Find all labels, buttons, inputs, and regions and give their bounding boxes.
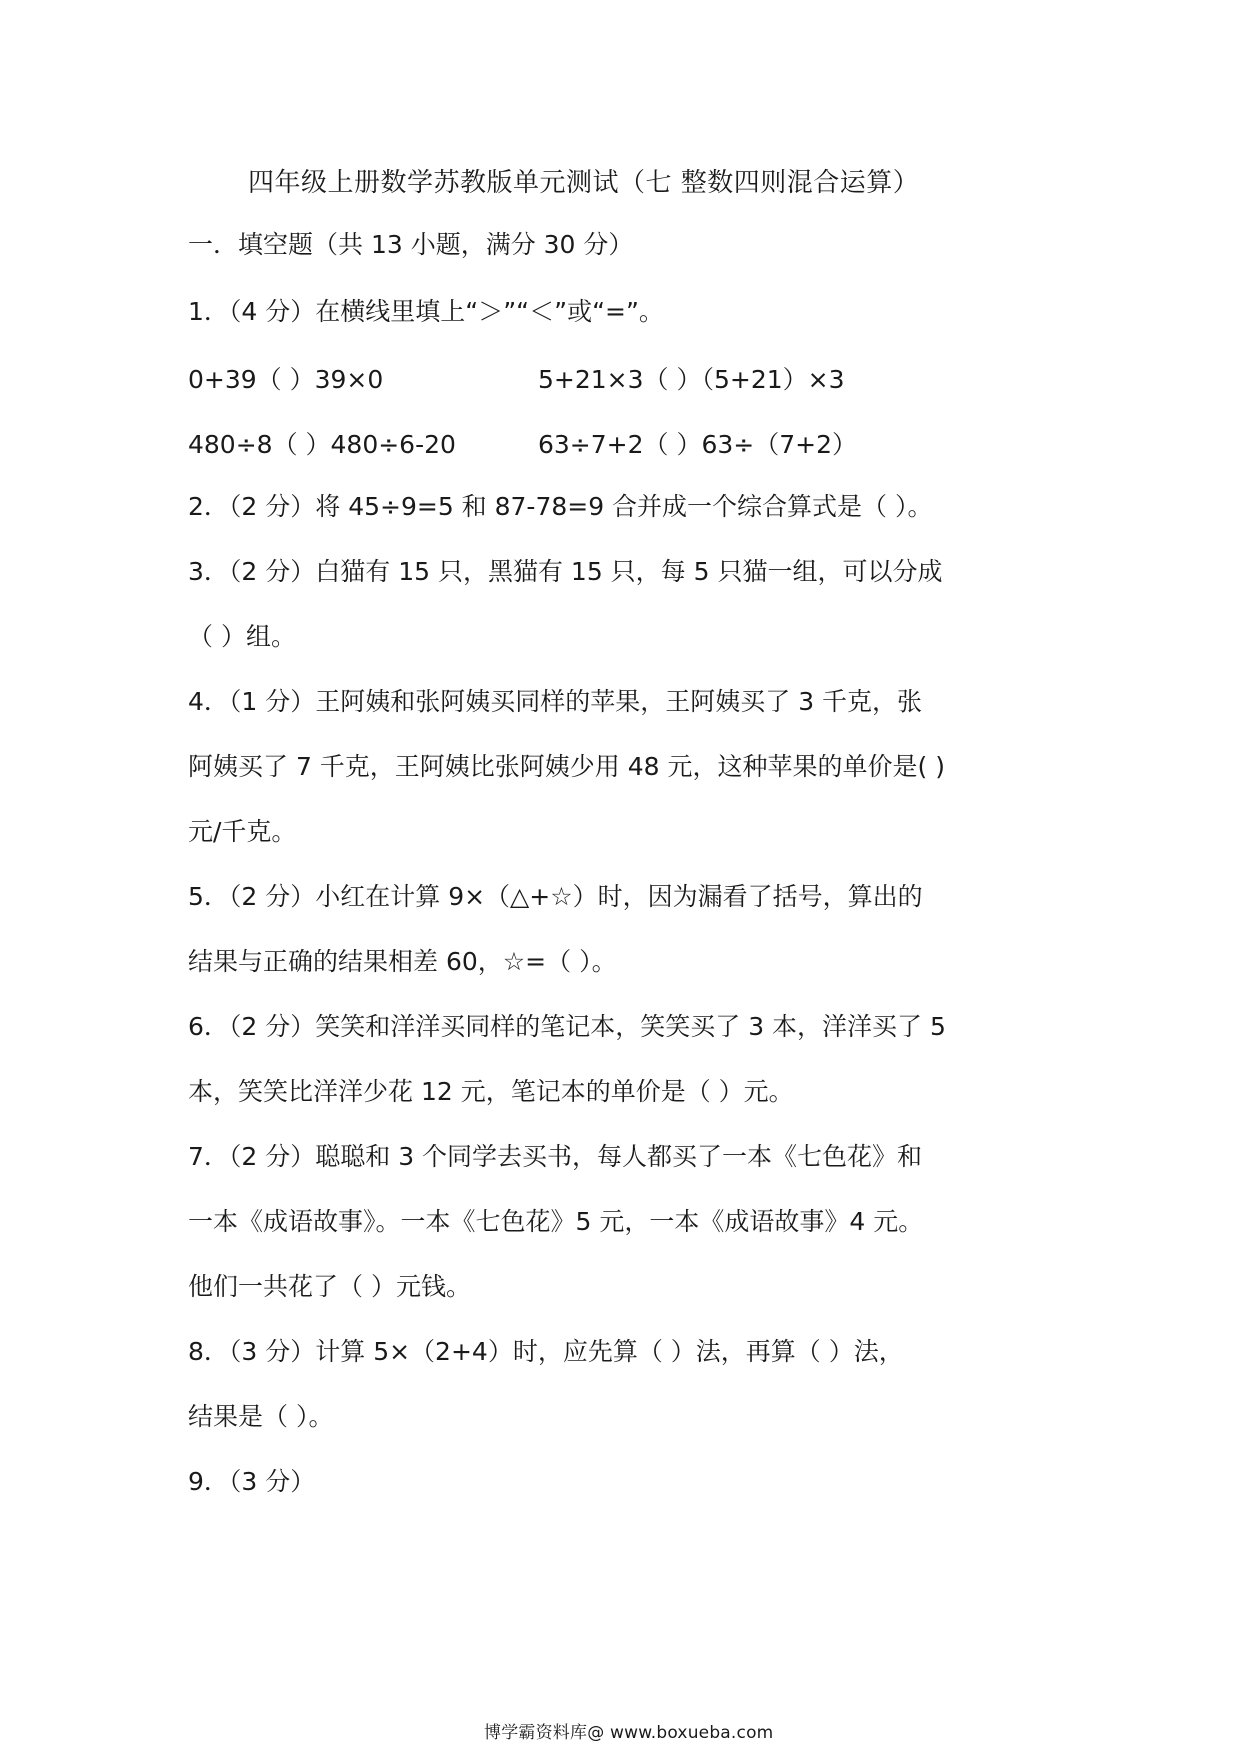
question-1-comparison-1: 0+39（ ）39×0 <box>188 365 384 394</box>
question-1-comparison-2: 5+21×3（ ）（5+21）×3 <box>538 365 845 394</box>
question-7-line-3: 他们一共花了（ ）元钱。 <box>188 1272 471 1301</box>
question-1-comparison-3: 480÷8（ ）480÷6-20 <box>188 430 456 459</box>
question-7-line-2: 一本《成语故事》。一本《七色花》5 元，一本《成语故事》4 元。 <box>188 1207 924 1236</box>
question-8-line-2: 结果是（ ）。 <box>188 1402 334 1431</box>
question-4-line-2: 阿姨买了 7 千克，王阿姨比张阿姨少用 48 元，这种苹果的单价是( ) <box>188 752 945 781</box>
document-title: 四年级上册数学苏教版单元测试（七 整数四则混合运算） <box>248 168 920 198</box>
question-9: 9．（3 分） <box>188 1467 316 1496</box>
question-8-line-1: 8．（3 分）计算 5×（2+4）时，应先算（ ）法，再算（ ）法， <box>188 1337 904 1366</box>
question-6-line-2: 本，笑笑比洋洋少花 12 元，笔记本的单价是（ ）元。 <box>188 1077 794 1106</box>
question-4-line-3: 元/千克。 <box>188 817 297 846</box>
question-6-line-1: 6．（2 分）笑笑和洋洋买同样的笔记本，笑笑买了 3 本，洋洋买了 5 <box>188 1012 946 1041</box>
section-heading: 一．填空题（共 13 小题，满分 30 分） <box>188 230 634 259</box>
question-4-line-1: 4．（1 分）王阿姨和张阿姨买同样的苹果，王阿姨买了 3 千克，张 <box>188 687 923 716</box>
question-5-line-1: 5．（2 分）小红在计算 9×（△+☆）时，因为漏看了括号，算出的 <box>188 882 923 911</box>
question-1-comparison-4: 63÷7+2（ ）63÷（7+2） <box>538 430 857 459</box>
question-2: 2．（2 分）将 45÷9=5 和 87-78=9 合并成一个综合算式是（ ）。 <box>188 492 933 521</box>
question-3-line-1: 3．（2 分）白猫有 15 只，黑猫有 15 只，每 5 只猫一组，可以分成 <box>188 557 943 586</box>
question-1-stem: 1．（4 分）在横线里填上“＞”“＜”或“=”。 <box>188 297 664 326</box>
question-3-line-2: （ ）组。 <box>188 622 296 651</box>
question-5-line-2: 结果与正确的结果相差 60，☆=（ ）。 <box>188 947 617 976</box>
question-7-line-1: 7．（2 分）聪聪和 3 个同学去买书，每人都买了一本《七色花》和 <box>188 1142 923 1171</box>
footer-watermark: 博学霸资料库@ www.boxueba.com <box>484 1723 774 1743</box>
